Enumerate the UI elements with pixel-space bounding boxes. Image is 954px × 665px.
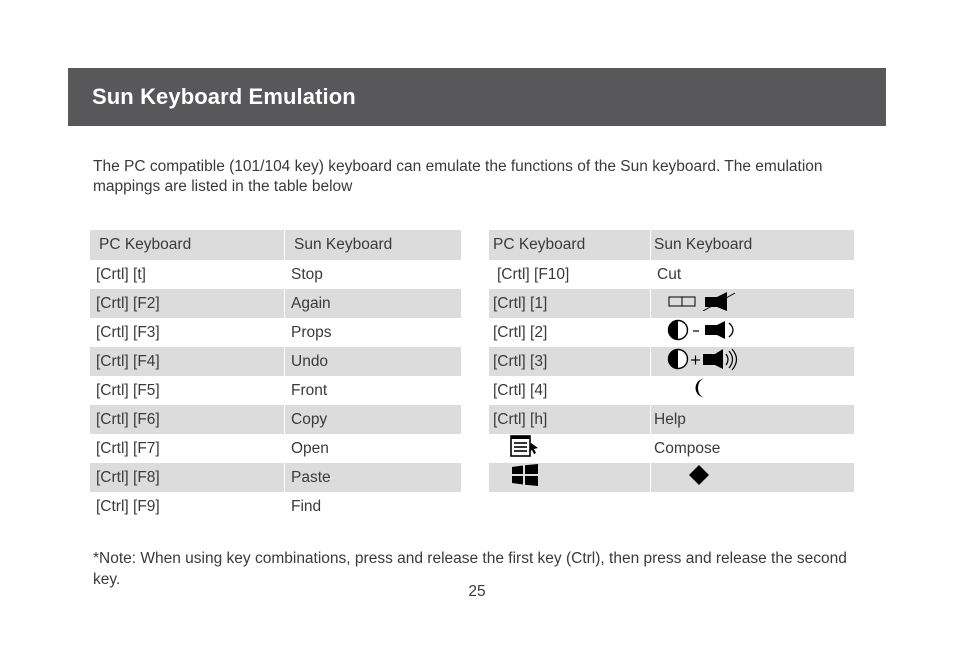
table-row (489, 376, 854, 405)
menu-key-icon (510, 434, 540, 463)
pc-key-cell (489, 463, 651, 492)
sun-key-cell: Paste (285, 463, 462, 492)
pc-key-cell: [Crtl] [F4] (90, 347, 285, 376)
sun-key-cell: Open (285, 434, 462, 463)
table-header-row (489, 230, 854, 260)
table-row (489, 405, 854, 434)
intro-paragraph: The PC compatible (101/104 key) keyboard can emulate the functions of the Sun keyboard. The emulation mappings are listed in the table below (93, 158, 823, 195)
pc-key-cell: [Crtl] [F8] (90, 463, 285, 492)
page-number: 25 (468, 583, 486, 600)
sun-key-cell: Copy (285, 405, 462, 434)
table-row (489, 289, 854, 318)
header-pc-keyboard: PC Keyboard (90, 230, 285, 260)
pc-key-cell: [Crtl] [t] (96, 265, 146, 283)
sun-key-cell: Compose (651, 434, 855, 463)
volume-up-icon (667, 347, 743, 376)
volume-down-icon (667, 319, 743, 346)
diamond-meta-icon (688, 464, 710, 491)
table-row (90, 376, 461, 405)
sun-key-cell: Again (285, 289, 462, 318)
header-sun-keyboard: Sun Keyboard (285, 230, 462, 260)
footnote: *Note: When using key combinations, press and release the first key (Ctrl), then press and release the second key. (93, 550, 847, 588)
pc-key-cell (489, 434, 651, 463)
table-row (90, 318, 461, 347)
title-bar (68, 68, 886, 126)
mute-speaker-icon (667, 291, 739, 316)
pc-key-cell: [Crtl] [F3] (96, 323, 160, 341)
pc-key-cell: [Crtl] [2] (493, 323, 548, 341)
windows-key-icon (511, 464, 539, 491)
sun-key-cell: Cut (651, 260, 855, 289)
crescent-moon-icon (692, 377, 710, 404)
table-row (489, 434, 854, 463)
page-title: Sun Keyboard Emulation (92, 84, 356, 109)
table-row (90, 405, 461, 434)
table-row (489, 463, 854, 492)
table-row (90, 347, 461, 376)
pc-key-cell: [Crtl] [F10] (497, 265, 570, 283)
pc-key-cell: [Crtl] [F6] (90, 405, 285, 434)
pc-key-cell: [Crtl] [3] (489, 347, 651, 376)
sun-key-cell: Help (651, 405, 855, 434)
pc-key-cell: [Crtl] [F7] (96, 439, 160, 457)
table-row (489, 347, 854, 376)
table-row (489, 318, 854, 347)
left-mapping-table (90, 230, 461, 521)
sun-key-cell: Props (285, 318, 462, 347)
header-pc-keyboard: PC Keyboard (489, 230, 651, 260)
table-row (90, 289, 461, 318)
table-header-row (90, 230, 461, 260)
sun-key-cell: Stop (285, 260, 462, 289)
pc-key-cell: [Ctrl] [F9] (96, 497, 160, 515)
pc-key-cell: [Crtl] [1] (489, 289, 651, 318)
sun-key-cell (651, 318, 855, 347)
sun-key-cell (651, 376, 855, 405)
table-row (90, 492, 461, 521)
table-row (90, 463, 461, 492)
table-row (90, 260, 461, 289)
sun-key-cell (651, 347, 855, 376)
sun-key-cell: Find (285, 492, 462, 521)
right-mapping-table (489, 230, 854, 492)
sun-key-cell: Undo (285, 347, 462, 376)
pc-key-cell: [Crtl] [4] (493, 381, 548, 399)
sun-key-cell (651, 289, 855, 318)
table-row (90, 434, 461, 463)
sun-key-cell: Front (285, 376, 462, 405)
pc-key-cell: [Crtl] [h] (489, 405, 651, 434)
header-sun-keyboard: Sun Keyboard (651, 230, 855, 260)
pc-key-cell: [Crtl] [F2] (90, 289, 285, 318)
sun-key-cell (651, 463, 855, 492)
pc-key-cell: [Crtl] [F5] (96, 381, 160, 399)
table-row (489, 260, 854, 289)
